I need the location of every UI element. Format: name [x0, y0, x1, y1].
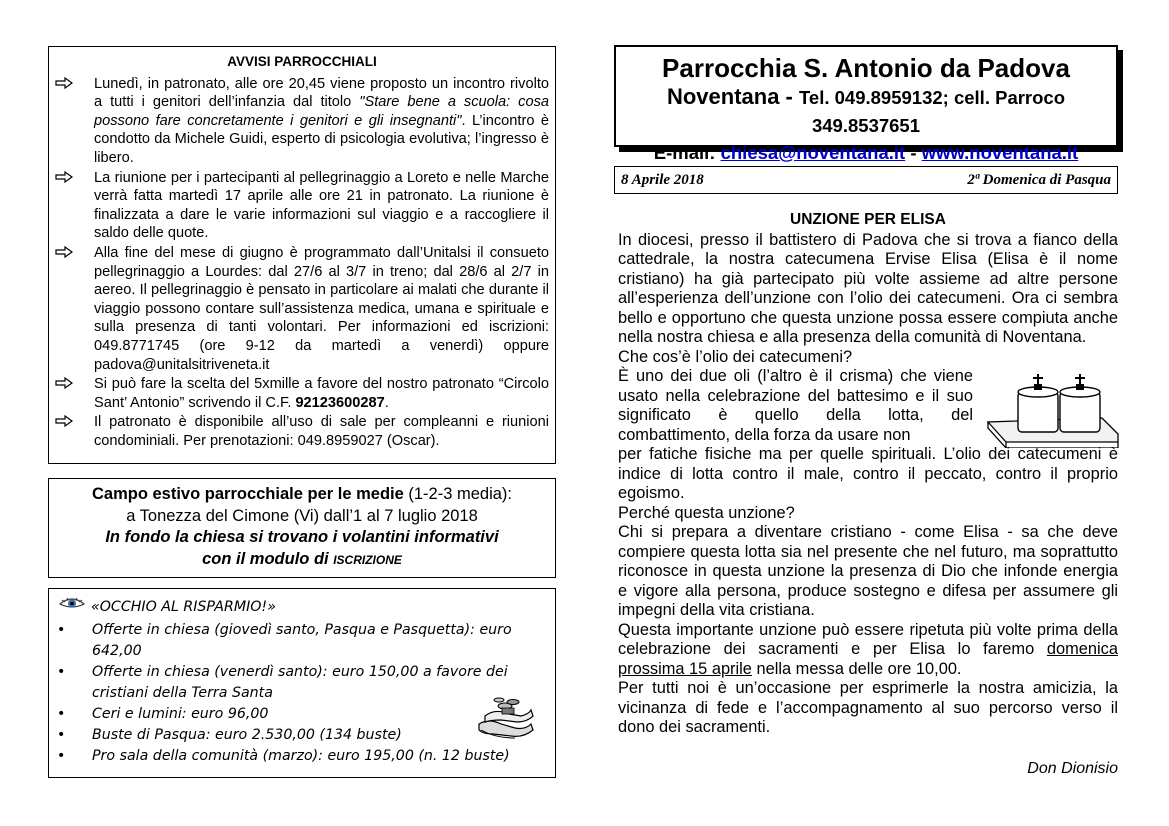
avvisi-item-post: .: [384, 394, 389, 411]
p4-text-a: Questa importante unzione può essere ripetuta più volte prima della celebrazione dei sacramenti e per Elisa lo faremo: [618, 620, 1118, 658]
avvisi-item: [49, 375, 555, 412]
hands-coins-icon: [475, 694, 535, 745]
issue-date: 8 Aprile 2018: [621, 172, 704, 188]
avvisi-item-pre: Lunedì, in patronato, alle ore 20,45 viene proposto un incontro rivolto a tutti i genitori dell’infanzia dal titolo: [94, 75, 549, 111]
avvisi-item-post: . L’incontro è condotto da Michele Guidi, esperto di psicologia evolutiva; l’ingresso è libero.: [94, 112, 549, 166]
parish-title: Parrocchia S. Antonio da Padova: [662, 53, 1070, 83]
risparmio-item-text: Ceri e lumini: euro 96,00: [92, 706, 269, 722]
risparmio-item: [49, 746, 555, 767]
arrow-right-icon: [55, 169, 73, 187]
arrow-right-icon: [55, 75, 73, 93]
parish-town: Noventana -: [666, 84, 799, 109]
campo-estivo-box: [48, 478, 556, 578]
article-paragraph-5: Per tutti noi è un’occasione per esprimerle la nostra amicizia, la vicinanza di fede e l’accompagnamento al suo percorso verso il dono dei sacramenti.: [618, 679, 1118, 736]
p4-date-underlined: domenica prossima 15 aprile: [618, 640, 1118, 678]
avvisi-box: [48, 46, 556, 464]
risparmio-item-text: Pro sala della comunità (marzo): euro 195,00 (n. 12 buste): [92, 748, 510, 764]
risparmio-item-text: Offerte in chiesa (venerdì santo): euro 150,00 a favore dei cristiani della Terra Santa: [92, 664, 508, 701]
occhio-header: [49, 597, 555, 618]
link-separator: -: [905, 142, 922, 163]
avvisi-title: AVVISI PARROCCHIALI: [227, 54, 377, 69]
bullet-icon: •: [57, 706, 66, 722]
parish-web-line: [616, 140, 1116, 166]
article-paragraph-1: In diocesi, presso il battistero di Padova che si trova a fianco della cattedrale, la nostra catecumena Ervise Elisa (Elisa è il nome cristiano) ha già partecipato più volte assieme ad altre persone all’esperienza dell’unzione con l’olio dei catecumeni. Ora ci sembra bello e opportuno che questa unzione possa essere compiuta anche nella nostra chiesa e alla presenza della comunità di Noventana.: [618, 230, 1118, 346]
email-link[interactable]: chiesa@noventana.it: [720, 142, 906, 163]
avvisi-item-pre: Si può fare la scelta del 5xmille a favore del nostro patronato “Circolo Sant’ Antonio” scrivendo il C.F.: [94, 376, 549, 411]
avvisi-item: [49, 169, 555, 243]
article-paragraph-2b: per fatiche fisiche ma per quelle spirituali. L’olio dei catecumeni è indice di lotta contro il male, contro il peccato, contro il proprio egoismo.: [618, 445, 1118, 502]
article-title: UNZIONE PER ELISA: [790, 211, 946, 228]
article-paragraph-3: Chi si prepara a diventare cristiano - come Elisa - sa che deve compiere questa lotta sia nel presente che nel futuro, ma soprattutto riconosce in questa unzione la presenza di Dio che infonde energia e vigore alla persona, produce sostegno e difesa per assumere gli impegni della vita cristiana.: [618, 523, 1118, 619]
bullet-icon: •: [57, 622, 66, 638]
parish-header: [614, 45, 1118, 163]
campo-modulo-line: [49, 549, 555, 572]
bullet-icon: •: [57, 748, 66, 764]
bullet-icon: •: [57, 727, 66, 743]
bullet-icon: •: [57, 664, 66, 680]
article-unzione: [618, 210, 1118, 738]
p4-text-b: nella messa delle ore 10,00.: [751, 659, 962, 678]
website-link[interactable]: www.noventana.it: [921, 142, 1079, 163]
avvisi-list: [49, 75, 555, 451]
arrow-right-icon: [55, 244, 73, 262]
liturgical-sunday: 2ª Domenica di Pasqua: [967, 172, 1111, 188]
campo-flyers-note: In fondo la chiesa si trovano i volantini informativi: [105, 528, 499, 546]
article-question-2: Perché questa unzione?: [618, 503, 795, 522]
campo-title-line: [49, 484, 555, 506]
eye-icon: [59, 597, 85, 618]
avvisi-item-pre: La riunione per i partecipanti al pellegrinaggio a Loreto e nelle Marche verrà fatta martedì 17 aprile alle ore 21 in patronato. La riunione è finalizzata a dare le varie informazioni sul viaggio e a raccogliere il saldo delle quote.: [94, 169, 549, 242]
occhio-risparmio-box: [48, 588, 556, 778]
avvisi-item-pre: Alla fine del mese di giugno è programmato dall’Unitalsi il consueto pellegrinaggio a Lourdes: dal 27/6 al 3/7 in treno; dal 28/6 al 2/7 in aereo. Il pellegrinaggio è pensato in particolare ai malati che durante il viaggio possono contare sull’assistenza medica, umana e spirituale e sulla presenza di tanti volontari. Per informazioni ed iscrizioni: 049.8771745 (ore 9-12 da martedì a venerdì) oppure padova@unitalsitriveneta.it: [94, 244, 549, 373]
avvisi-item: [49, 413, 555, 450]
risparmio-item: [49, 620, 555, 662]
oil-jars-icon: [984, 372, 1122, 453]
article-paragraph-2a: È uno dei due oli (l’altro è il crisma) che viene usato nella celebrazione del battesimo e il suo significato è quello della lotta, del combattimento, della forza da usare non: [618, 367, 973, 444]
campo-modulo-text: con il modulo di: [202, 549, 334, 568]
email-label: E-mail:: [653, 142, 721, 163]
campo-title: Campo estivo parrocchiale per le medie: [92, 485, 404, 503]
occhio-title: «OCCHIO AL RISPARMIO!»: [91, 599, 276, 615]
risparmio-item-text: Buste di Pasqua: euro 2.530,00 (134 buste): [92, 727, 402, 743]
signature-don-dionisio: Don Dionisio: [1027, 760, 1118, 777]
avvisi-item-bold: 92123600287: [295, 394, 385, 411]
campo-title-suffix: (1-2-3 media):: [403, 485, 512, 503]
dateline-bar: [614, 166, 1118, 194]
article-question-1: Che cos’è l’olio dei catecumeni?: [618, 347, 853, 366]
parish-phones: Tel. 049.8959132; cell. Parroco 349.8537651: [799, 87, 1066, 136]
avvisi-item-italic: "Stare bene a scuola: cosa possono fare concretamente i genitori e gli insegnanti": [94, 94, 549, 129]
campo-location: a Tonezza del Cimone (Vi) dall’1 al 7 luglio 2018: [126, 506, 478, 525]
campo-iscrizione: ISCRIZIONE: [333, 552, 402, 567]
avvisi-item: [49, 75, 555, 168]
risparmio-item-text: Offerte in chiesa (giovedì santo, Pasqua e Pasquetta): euro 642,00: [92, 622, 512, 659]
arrow-right-icon: [55, 375, 73, 393]
parish-contact-line: [616, 83, 1116, 140]
arrow-right-icon: [55, 413, 73, 431]
article-paragraph-4: [618, 621, 1118, 680]
avvisi-item: [49, 244, 555, 374]
avvisi-item-pre: Il patronato è disponibile all’uso di sale per compleanni e riunioni condominiali. Per prenotazioni: 049.8959027 (Oscar).: [94, 414, 549, 449]
